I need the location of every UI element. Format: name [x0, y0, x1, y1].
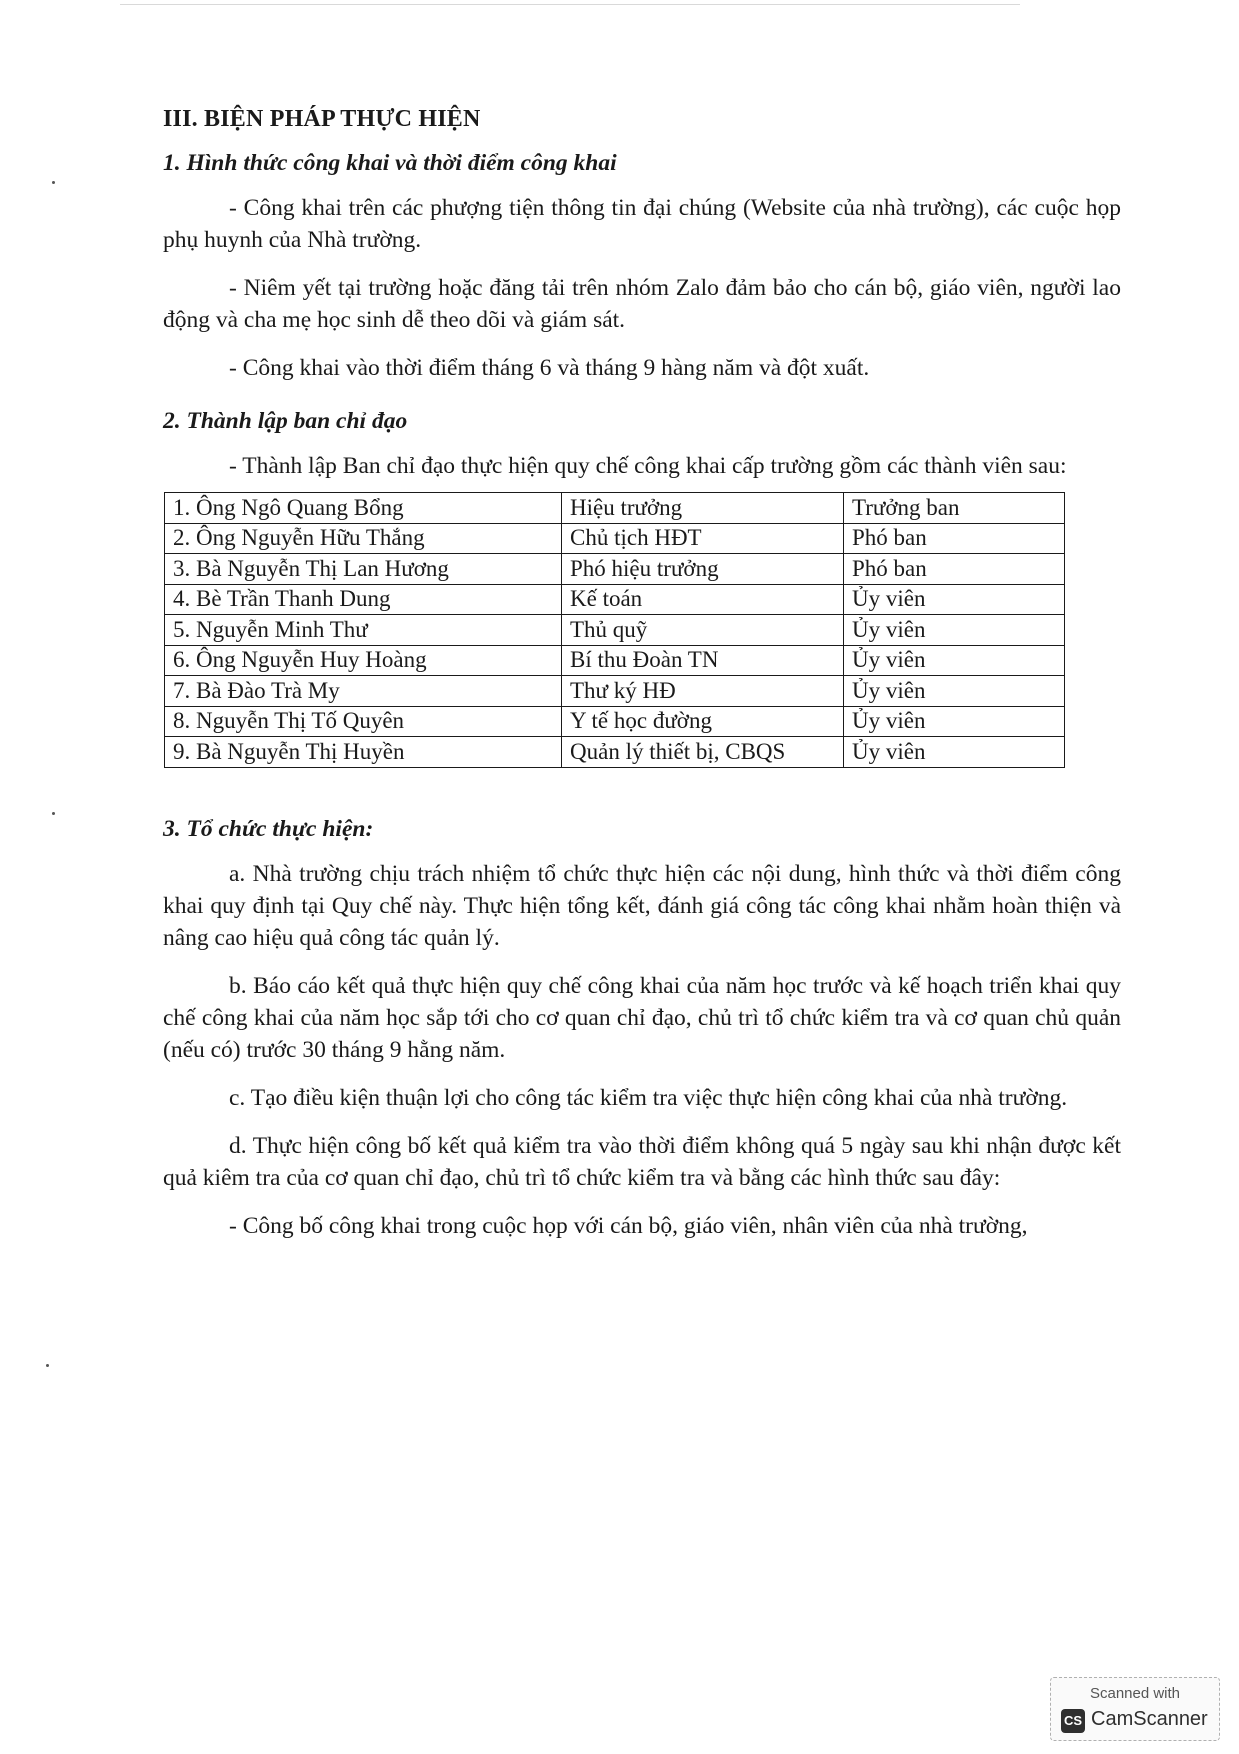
member-name-cell: 9. Bà Nguyễn Thị Huyền	[165, 737, 562, 768]
member-name-cell: 4. Bè Trần Thanh Dung	[165, 584, 562, 615]
table-row	[165, 584, 1065, 615]
member-name-cell: 2. Ông Nguyễn Hữu Thắng	[165, 523, 562, 554]
paragraph: b. Báo cáo kết quả thực hiện quy chế công khai của năm học trước và kế hoạch triển khai quy chế công khai của năm học sắp tới cho cơ quan chỉ đạo, chủ trì tổ chức kiểm tra và cơ quan chủ quản (nếu có) trước 30 tháng 9 hằng năm.	[163, 972, 1121, 1063]
watermark-caption: Scanned with	[1089, 1685, 1181, 1702]
member-name-cell: 3. Bà Nguyễn Thị Lan Hương	[165, 554, 562, 585]
member-position-cell: Ủy viên	[844, 737, 1065, 768]
section-title: III. BIỆN PHÁP THỰC HIỆN	[163, 106, 481, 132]
table-row	[165, 676, 1065, 707]
scan-speck	[52, 812, 55, 815]
member-role-cell: Kế toán	[562, 584, 844, 615]
table-row	[165, 706, 1065, 737]
member-role-cell: Hiệu trưởng	[562, 493, 844, 524]
paragraph: - Niêm yết tại trường hoặc đăng tải trên nhóm Zalo đảm bảo cho cán bộ, giáo viên, người lao động và cha mẹ học sinh dễ theo dõi và giám sát.	[163, 275, 1121, 333]
member-name-cell: 6. Ông Nguyễn Huy Hoàng	[165, 645, 562, 676]
paragraph: c. Tạo điều kiện thuận lợi cho công tác kiểm tra việc thực hiện công khai của nhà trường.	[229, 1084, 1068, 1111]
paragraph: - Thành lập Ban chỉ đạo thực hiện quy chế công khai cấp trường gồm các thành viên sau:	[229, 453, 1067, 479]
paragraph: d. Thực hiện công bố kết quả kiểm tra vào thời điểm không quá 5 ngày sau khi nhận được kết quả kiêm tra của cơ quan chỉ đạo, chủ trì tổ chức kiểm tra và bằng các hình thức sau đây:	[163, 1132, 1121, 1191]
member-role-cell: Thủ quỹ	[562, 615, 844, 646]
table-row	[165, 645, 1065, 676]
member-position-cell: Ủy viên	[844, 645, 1065, 676]
member-role-cell: Bí thu Đoàn TN	[562, 645, 844, 676]
paragraph: - Công bố công khai trong cuộc họp với cán bộ, giáo viên, nhân viên của nhà trường,	[229, 1212, 1028, 1239]
scan-edge-line	[120, 4, 1020, 5]
paragraph: a. Nhà trường chịu trách nhiệm tổ chức thực hiện các nội dung, hình thức và thời điểm công khai quy định tại Quy chế này. Thực hiện tổng kết, đánh giá công tác công khai nhằm hoàn thiện và nâng cao hiệu quả công tác quản lý.	[163, 860, 1121, 951]
member-role-cell: Chủ tịch HĐT	[562, 523, 844, 554]
member-name-cell: 5. Nguyễn Minh Thư	[165, 615, 562, 646]
member-role-cell: Y tế học đường	[562, 706, 844, 737]
member-position-cell: Ủy viên	[844, 676, 1065, 707]
subsection-1-heading: 1. Hình thức công khai và thời điểm công khai	[163, 150, 617, 176]
table-row	[165, 615, 1065, 646]
camscanner-watermark	[1050, 1677, 1220, 1741]
member-role-cell: Thư ký HĐ	[562, 676, 844, 707]
member-role-cell: Phó hiệu trưởng	[562, 554, 844, 585]
document-body	[163, 102, 1121, 1242]
subsection-3-heading: 3. Tổ chức thực hiện:	[163, 815, 374, 842]
member-position-cell: Phó ban	[844, 554, 1065, 585]
paragraph: - Công khai trên các phượng tiện thông tin đại chúng (Website của nhà trường), các cuộc họp phụ huynh của Nhà trường.	[163, 195, 1121, 253]
committee-table	[164, 492, 1065, 768]
camscanner-logo-icon: CS	[1061, 1709, 1085, 1733]
member-name-cell: 1. Ông Ngô Quang Bổng	[165, 493, 562, 524]
watermark-brand: CamScanner	[1091, 1708, 1208, 1730]
table-row	[165, 523, 1065, 554]
member-role-cell: Quản lý thiết bị, CBQS	[562, 737, 844, 768]
paragraph: - Công khai vào thời điểm tháng 6 và tháng 9 hàng năm và đột xuất.	[229, 355, 870, 381]
table-row	[165, 493, 1065, 524]
member-position-cell: Phó ban	[844, 523, 1065, 554]
table-row	[165, 737, 1065, 768]
scan-speck	[52, 181, 55, 184]
member-position-cell: Ủy viên	[844, 706, 1065, 737]
member-name-cell: 8. Nguyễn Thị Tố Quyên	[165, 706, 562, 737]
subsection-2-heading: 2. Thành lập ban chỉ đạo	[163, 408, 408, 434]
table-row	[165, 554, 1065, 585]
member-name-cell: 7. Bà Đào Trà My	[165, 676, 562, 707]
member-position-cell: Ủy viên	[844, 584, 1065, 615]
scan-speck	[46, 1364, 49, 1367]
member-position-cell: Ủy viên	[844, 615, 1065, 646]
member-position-cell: Trưởng ban	[844, 493, 1065, 524]
